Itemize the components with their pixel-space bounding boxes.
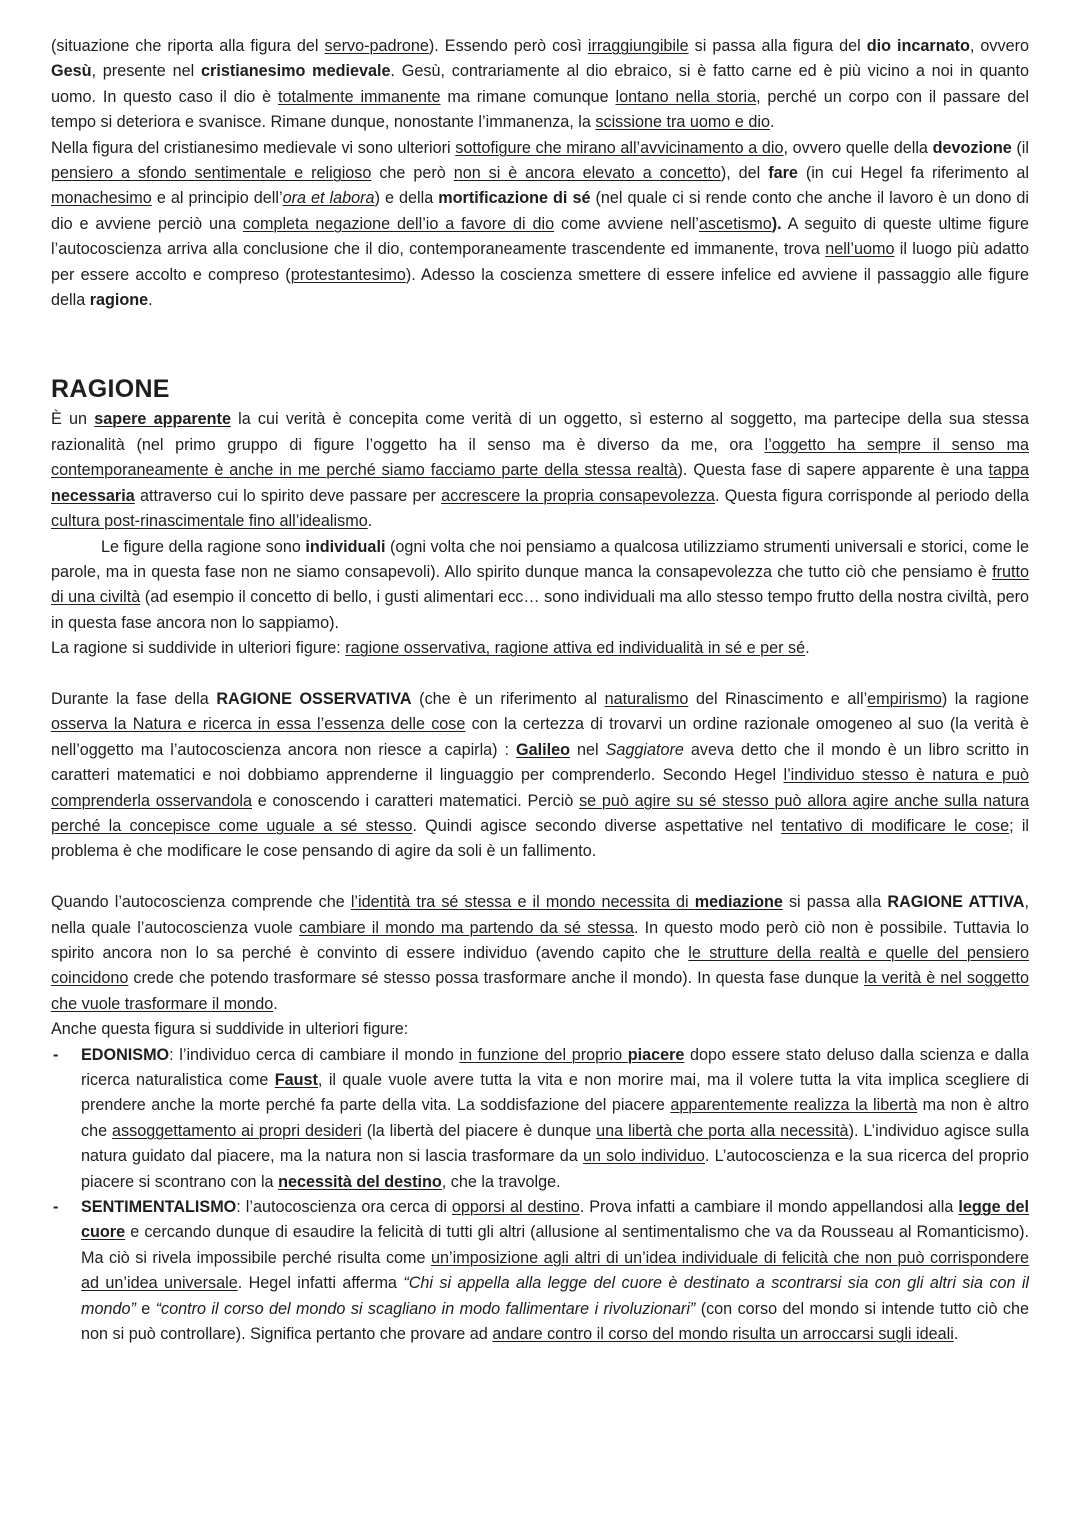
underlined-term: irraggiungibile	[587, 37, 689, 55]
underlined-term: completa negazione dell’io a favore di dio	[242, 214, 555, 233]
bold-term: necessità del destino	[278, 1172, 442, 1191]
bullet-dash: -	[53, 1045, 59, 1064]
list-item-sentimentalismo: - SENTIMENTALISMO: l’autocoscienza ora cerca di opporsi al destino. Prova infatti a cambiare il mondo appellandosi alla legge del cuore e cercando dunque di esaudire la felicità di tutti gli altri (allusione al sentimentalismo che va da Rousseau al Romanticismo). Ma ciò si rivela impossibile perché risulta come un’imposizione agli altri di un’idea individuale di felicità che non può corrispondere ad un’idea universale. Hegel infatti afferma “Chi si appella alla legge del cuore è destinato a scontrarsi sia con gli altri sia con il mondo” e “contro il corso del mondo si scagliano in modo fallimentare i rivoluzionari” (con corso del mondo si intende tutto ciò che non si può controllare). Significa pertanto che provare ad andare contro il corso del mondo risulta un arroccarsi sugli ideali.	[51, 1195, 1029, 1347]
underlined-term: non si è ancora elevato a concetto	[453, 164, 721, 183]
bold-term: individuali	[305, 537, 386, 556]
underlined-term: accrescere la propria consapevolezza	[441, 486, 716, 505]
underlined-term: assoggettamento ai propri desideri	[112, 1121, 362, 1140]
bold-term: Gesù	[51, 62, 92, 81]
spacer	[51, 313, 1029, 371]
spacer	[51, 662, 1029, 687]
underlined-term: andare contro il corso del mondo risulta un arroccarsi sugli ideali	[492, 1325, 954, 1344]
bold-term: SENTIMENTALISMO	[81, 1198, 237, 1217]
underlined-term: lontano nella storia	[615, 87, 757, 106]
underlined-term: cultura post-rinascimentale fino all’idealismo	[51, 512, 368, 531]
underlined-term: naturalismo	[604, 689, 689, 708]
italic-quote: “Chi si appella alla legge del cuore è destinato a scontrarsi sia con gli altri sia con il mondo”	[81, 1274, 1030, 1318]
paragraph-individuali: Le figure della ragione sono individuali (ogni volta che noi pensiamo a qualcosa utilizziamo strumenti universali e storici, come le parole, ma in questa fase non ne siamo consapevoli). Allo spirito dunque manca la consapevolezza che tutto ciò che pensiamo è frutto di una civiltà (ad esempio il concetto di bello, i gusti alimentari ecc… sono individuali ma allo stesso tempo frutto della nostra civiltà, pero in questa fase ancora non lo sappiamo).	[51, 537, 1029, 632]
paragraph-ragione-attiva: Quando l’autocoscienza comprende che l’identità tra sé stessa e il mondo necessita di mediazione si passa alla RAGIONE ATTIVA, nella quale l’autocoscienza vuole cambiare il mondo ma partendo da sé stessa. In questo modo però ciò non è possibile. Tuttavia lo spirito ancora non lo sa perché è convinto di essere individuo (avendo capito che le strutture della realtà e quelle del pensiero coincidono crede che potendo trasformare sé stesso possa trasformare anche il mondo). In questa fase dunque la verità è nel soggetto che vuole trasformare il mondo.	[51, 893, 1029, 1013]
figure-list	[51, 1043, 1029, 1348]
paragraph-suddivisione: La ragione si suddivide in ulteriori figure: ragione osservativa, ragione attiva ed individualità in sé e per sé.	[51, 639, 810, 658]
underlined-term: protestantesimo	[290, 265, 406, 284]
underlined-term: frutto di una civiltà	[51, 562, 1029, 607]
underlined-term: osserva la Natura e ricerca in essa l’essenza delle cose	[51, 715, 466, 734]
bold-term: EDONISMO	[81, 1045, 170, 1064]
underlined-term: apparentemente realizza la libertà	[670, 1096, 918, 1115]
spacer	[51, 865, 1029, 890]
underlined-term: sottofigure che mirano all’avvicinamento a dio	[455, 138, 784, 157]
underlined-term: cambiare il mondo ma partendo da sé stessa	[299, 918, 634, 937]
bold-term: RAGIONE ATTIVA	[887, 893, 1025, 912]
bold-term: Galileo	[516, 740, 570, 759]
paragraph-sapere-apparente: È un sapere apparente la cui verità è concepita come verità di un oggetto, sì esterno al soggetto, ma partecipe della sua stessa razionalità (nel primo gruppo di figure l’oggetto ha il senso ma è diverso da me, ora l’oggetto ha sempre il senso ma contemporaneamente è anche in me perché siamo facciamo parte della stessa realtà). Questa fase di sapere apparente è una tappa necessaria attraverso cui lo spirito deve passare per accrescere la propria consapevolezza. Questa figura corrisponde al periodo della cultura post-rinascimentale fino all’idealismo.	[51, 410, 1030, 531]
underlined-term: ragione osservativa, ragione attiva ed individualità in sé e per sé	[345, 639, 806, 658]
underlined-term: se può agire su sé stesso può allora agire anche sulla natura perché la concepisce come uguale a sé stesso	[51, 791, 1029, 835]
paragraph-cristianesimo: (situazione che riporta alla figura del servo-padrone). Essendo però così irraggiungibile si passa alla figura del dio incarnato, ovvero Gesù, presente nel cristianesimo medievale. Gesù, contrariamente al dio ebraico, si è fatto carne ed è più vicino a noi in quanto uomo. In questo caso il dio è totalmente immanente ma rimane comunque lontano nella storia, perché un corpo con il passare del tempo si deteriora e svanisce. Rimane dunque, nonostante l’immanenza, la scissione tra uomo e dio.	[51, 37, 1030, 132]
list-item-edonismo: - EDONISMO: l’individuo cerca di cambiare il mondo in funzione del proprio piacere dopo essere stato deluso dalla scienza e dalla ricerca naturalistica come Faust, il quale vuole avere tutta la vita e non morire mai, ma il volere tutta la vita implica scegliere di prendere anche la morte perché fa parte della vita. La soddisfazione del piacere apparentemente realizza la libertà ma non è altro che assoggettamento ai propri desideri (la libertà del piacere è dunque una libertà che porta alla necessità). L’individuo agisce sulla natura guidato dal piacere, ma la natura non si lascia trasformare da un solo individuo. L’autocoscienza e la sua ricerca del proprio piacere si scontrano con la necessità del destino, che la travolge.	[51, 1043, 1029, 1195]
underlined-term: empirismo	[867, 689, 942, 708]
bold-term: RAGIONE OSSERVATIVA	[216, 689, 412, 708]
bold-term: cristianesimo medievale	[201, 62, 391, 81]
underlined-term: tappa necessaria	[51, 461, 1030, 505]
paragraph-sottofigure: Nella figura del cristianesimo medievale vi sono ulteriori sottofigure che mirano all’avvicinamento a dio, ovvero quelle della devozione (il pensiero a sfondo sentimentale e religioso che però non si è ancora elevato a concetto), del fare (in cui Hegel fa riferimento al monachesimo e al principio dell’ora et labora) e della mortificazione di sé (nel quale ci si rende conto che anche il lavoro è un dono di dio e avviene perciò una completa negazione dell’io a favore di dio come avviene nell’ascetismo). A seguito di queste ultime figure l’autocoscienza arriva alla conclusione che il dio, contemporaneamente trascendente ed immanente, trova nell’uomo il luogo più adatto per essere accolto e compreso (protestantesimo). Adesso la coscienza smettere di essere infelice ed avviene il passaggio alle figure della ragione.	[51, 138, 1030, 310]
underlined-term: pensiero a sfondo sentimentale e religioso	[51, 164, 372, 183]
bold-term: fare	[768, 164, 798, 183]
underlined-term: ora et labora	[282, 189, 375, 208]
underlined-term: l’individuo stesso è natura e può comprenderla osservandola	[51, 766, 1029, 810]
bold-term: ragione	[89, 291, 149, 310]
underlined-term: opporsi al destino	[451, 1198, 580, 1217]
underlined-term: un’imposizione agli altri di un’idea individuale di felicità che non può corrispondere ad un’idea universale	[81, 1248, 1030, 1293]
bold-term: sapere apparente	[94, 410, 231, 429]
bold-term: dio incarnato	[866, 37, 970, 55]
bold-term: devozione	[932, 138, 1012, 157]
underlined-term: le strutture della realtà e quelle del pensiero coincidono	[51, 943, 1029, 988]
underlined-term: nell’uomo	[825, 240, 895, 259]
underlined-term: una libertà che porta alla necessità	[596, 1121, 849, 1140]
underlined-term: un solo individuo	[582, 1147, 705, 1166]
underlined-term: tentativo di modificare le cose	[781, 816, 1010, 835]
underlined-term: la verità è nel soggetto che vuole trasformare il mondo	[51, 969, 1029, 1013]
bold-term: mortificazione di sé	[438, 189, 591, 208]
underlined-term: totalmente immanente	[278, 87, 441, 106]
paragraph-ulteriori-figure: Anche questa figura si suddivide in ulteriori figure:	[51, 1020, 409, 1039]
underlined-term: ascetismo	[698, 214, 772, 233]
underlined-term: servo-padrone	[324, 37, 429, 55]
section-heading-ragione: RAGIONE	[51, 375, 170, 404]
underlined-term: scissione tra uomo e dio	[595, 113, 770, 132]
bullet-dash: -	[53, 1198, 59, 1217]
underlined-term: in funzione del proprio piacere	[459, 1045, 685, 1064]
italic-term: Saggiatore	[605, 740, 684, 759]
underlined-term: l’identità tra sé stessa e il mondo necessita di mediazione	[350, 893, 783, 912]
underlined-term: l’oggetto ha sempre il senso ma contemporaneamente è anche in me perché siamo facciamo parte della stessa realtà	[51, 435, 1029, 480]
bold-term: Faust	[274, 1071, 318, 1089]
bold-term: legge del cuore	[81, 1198, 1029, 1242]
italic-quote: “contro il corso del mondo si scagliano in modo fallimentare i rivoluzionari”	[155, 1299, 696, 1318]
underlined-term: monachesimo	[51, 189, 152, 208]
paragraph-ragione-osservativa: Durante la fase della RAGIONE OSSERVATIVA (che è un riferimento al naturalismo del Rinascimento e all’empirismo) la ragione osserva la Natura e ricerca in essa l’essenza delle cose con la certezza di trovarvi un ordine razionale omogeneo al suo (la verità è nell’oggetto ma l’autocoscienza ancora non riesce a capirla) : Galileo nel Saggiatore aveva detto che il mondo è un libro scritto in caratteri matematici e noi dobbiamo apprenderne il linguaggio per comprenderlo. Secondo Hegel l’individuo stesso è natura e può comprenderla osservandola e conoscendo i caratteri matematici. Perciò se può agire su sé stesso può allora agire anche sulla natura perché la concepisce come uguale a sé stesso. Quindi agisce secondo diverse aspettative nel tentativo di modificare le cose; il problema è che modificare le cose pensando di agire da soli è un fallimento.	[51, 689, 1030, 861]
